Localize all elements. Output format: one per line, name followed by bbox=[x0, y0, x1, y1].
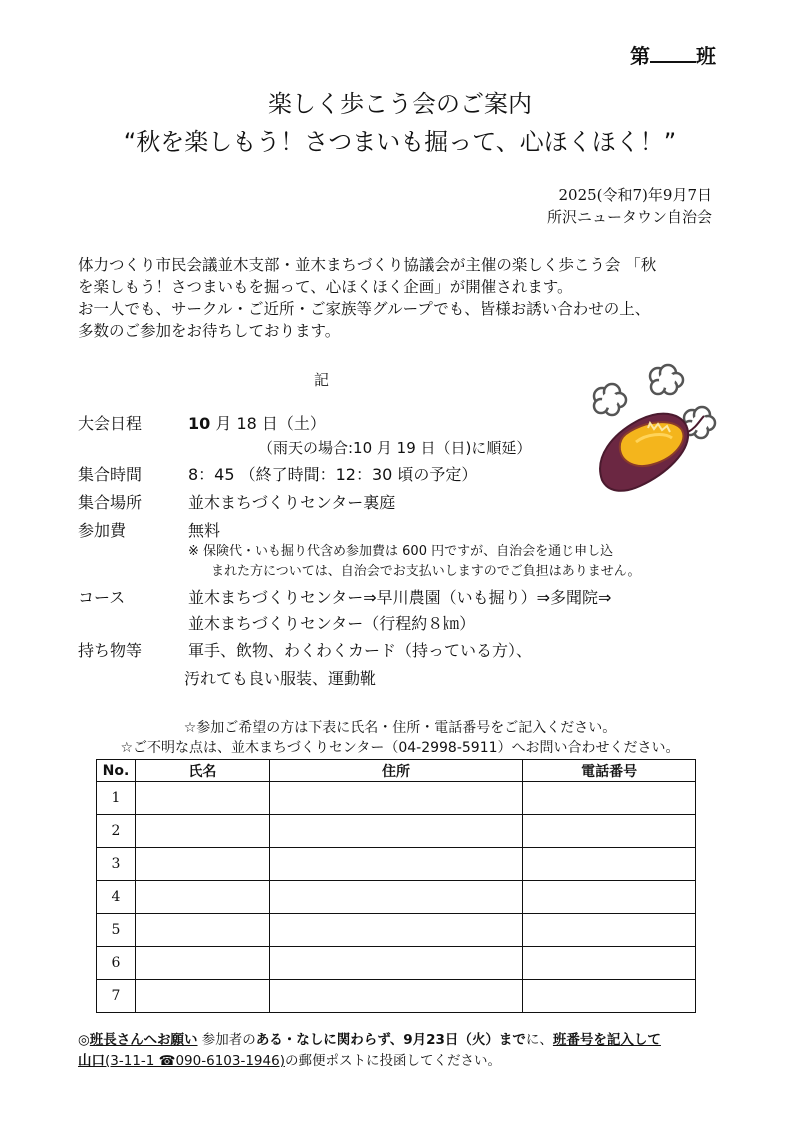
footer-request: 班長さんへお願い bbox=[89, 1032, 198, 1048]
fee-value: 無料 bbox=[188, 521, 221, 540]
phone-cell[interactable] bbox=[523, 947, 696, 980]
header-no: No. bbox=[97, 760, 136, 782]
address-cell[interactable] bbox=[269, 980, 523, 1013]
date-month-number: 10 bbox=[188, 414, 211, 433]
name-cell[interactable] bbox=[135, 914, 269, 947]
row-number: 3 bbox=[97, 848, 136, 881]
date-label: 大会日程 bbox=[78, 414, 143, 433]
intro-line: お一人でも、サークル・ご近所・ご家族等グループでも、皆様お誘い合わせの上、 bbox=[78, 300, 651, 318]
footer-group-number: 班番号を記入して bbox=[552, 1032, 661, 1048]
row-number: 4 bbox=[97, 881, 136, 914]
course-line: 並木まちづくりセンター⇒早川農園（いも掘り）⇒多聞院⇒ bbox=[188, 588, 612, 607]
items-line: 汚れても良い服装、運動靴 bbox=[184, 669, 377, 688]
header-address: 住所 bbox=[269, 760, 523, 782]
group-prefix: 第 bbox=[630, 44, 650, 68]
footer-deadline: ある・なしに関わらず、9月23日（火）まで bbox=[255, 1032, 526, 1048]
footer-text: の郵便ポストに投函してください。 bbox=[284, 1053, 501, 1069]
table-row bbox=[97, 947, 696, 980]
address-cell[interactable] bbox=[269, 881, 523, 914]
items-line: 軍手、飲物、わくわくカード（持っている方）、 bbox=[188, 641, 533, 660]
row-number: 2 bbox=[97, 815, 136, 848]
footer-recipient: 山口 bbox=[78, 1053, 105, 1069]
organizer: 所沢ニュータウン自治会 bbox=[546, 208, 712, 226]
table-row bbox=[97, 914, 696, 947]
time-value: 8：45 （終了時間：12：30 頃の予定） bbox=[188, 465, 478, 484]
header-name: 氏名 bbox=[135, 760, 269, 782]
name-cell[interactable] bbox=[135, 980, 269, 1013]
instruction-line: ☆参加ご希望の方は下表に氏名・住所・電話番号をご記入ください。 bbox=[183, 720, 617, 736]
fee-note: ※ 保険代・いも掘り代含め参加費は 600 円ですが、自治会を通じ申し込 bbox=[188, 544, 614, 559]
row-number: 6 bbox=[97, 947, 136, 980]
time-label: 集合時間 bbox=[78, 465, 143, 484]
address-cell[interactable] bbox=[269, 848, 523, 881]
intro-text bbox=[78, 254, 738, 342]
footer-note bbox=[78, 1030, 758, 1072]
address-cell[interactable] bbox=[269, 914, 523, 947]
place-label: 集合場所 bbox=[78, 493, 143, 512]
footer-mark: ◎ bbox=[78, 1032, 90, 1048]
roasted-sweet-potato-icon bbox=[584, 362, 724, 506]
course-line: 並木まちづくりセンター（行程約８㎞） bbox=[188, 614, 476, 633]
row-number: 7 bbox=[97, 980, 136, 1013]
rain-date: （雨天の場合:10 月 19 日（日)に順延） bbox=[258, 439, 532, 457]
name-cell[interactable] bbox=[135, 881, 269, 914]
name-cell[interactable] bbox=[135, 815, 269, 848]
table-row bbox=[97, 782, 696, 815]
group-number-blank[interactable] bbox=[650, 43, 696, 63]
intro-line: を楽しもう！さつまいもを掘って、心ほくほく企画」が開催されます。 bbox=[78, 278, 573, 296]
fee-label: 参加費 bbox=[78, 521, 127, 540]
course-label: コース bbox=[78, 588, 126, 607]
ki-heading: 記 bbox=[314, 371, 330, 389]
table-row bbox=[97, 815, 696, 848]
entry-table bbox=[96, 759, 696, 1013]
group-number bbox=[630, 40, 716, 69]
footer-text: に、 bbox=[525, 1032, 553, 1048]
address-cell[interactable] bbox=[269, 947, 523, 980]
date-value bbox=[188, 411, 326, 434]
footer-address: (3-11-1 ☎090-6103-1946) bbox=[105, 1053, 285, 1069]
table-row bbox=[97, 848, 696, 881]
address-cell[interactable] bbox=[269, 782, 523, 815]
row-number: 1 bbox=[97, 782, 136, 815]
name-cell[interactable] bbox=[135, 782, 269, 815]
table-header-row bbox=[97, 760, 696, 782]
row-number: 5 bbox=[97, 914, 136, 947]
phone-cell[interactable] bbox=[523, 782, 696, 815]
group-suffix: 班 bbox=[696, 44, 716, 68]
intro-line: 体力つくり市民会議並木支部・並木まちづくり協議会が主催の楽しく歩こう会 「秋 bbox=[78, 256, 657, 274]
date-block bbox=[547, 184, 712, 228]
name-cell[interactable] bbox=[135, 947, 269, 980]
footer-line-2 bbox=[78, 1051, 758, 1072]
phone-cell[interactable] bbox=[523, 815, 696, 848]
phone-cell[interactable] bbox=[523, 914, 696, 947]
phone-cell[interactable] bbox=[523, 881, 696, 914]
date-rest: 月 18 日（土） bbox=[215, 414, 326, 433]
table-row bbox=[97, 881, 696, 914]
footer-text: 参加者の bbox=[197, 1032, 256, 1048]
page-subtitle: “秋を楽しもう！さつまいも掘って、心ほくほく！” bbox=[123, 128, 677, 156]
name-cell[interactable] bbox=[135, 848, 269, 881]
issue-date: 2025(令和7)年9月7日 bbox=[558, 186, 712, 204]
header-phone: 電話番号 bbox=[523, 760, 696, 782]
phone-cell[interactable] bbox=[523, 980, 696, 1013]
items-label: 持ち物等 bbox=[78, 641, 143, 660]
page-title: 楽しく歩こう会のご案内 bbox=[268, 90, 532, 118]
fee-note: まれた方については、自治会でお支払いしますのでご負担はありません。 bbox=[211, 564, 641, 579]
address-cell[interactable] bbox=[269, 815, 523, 848]
footer-line-1 bbox=[78, 1030, 758, 1051]
instruction-line: ☆ご不明な点は、並木まちづくりセンター（04-2998-5911）へお問い合わせください。 bbox=[120, 740, 680, 756]
place-value: 並木まちづくりセンター裏庭 bbox=[188, 493, 396, 512]
table-row bbox=[97, 980, 696, 1013]
intro-line: 多数のご参加をお待ちしております。 bbox=[78, 322, 341, 340]
phone-cell[interactable] bbox=[523, 848, 696, 881]
